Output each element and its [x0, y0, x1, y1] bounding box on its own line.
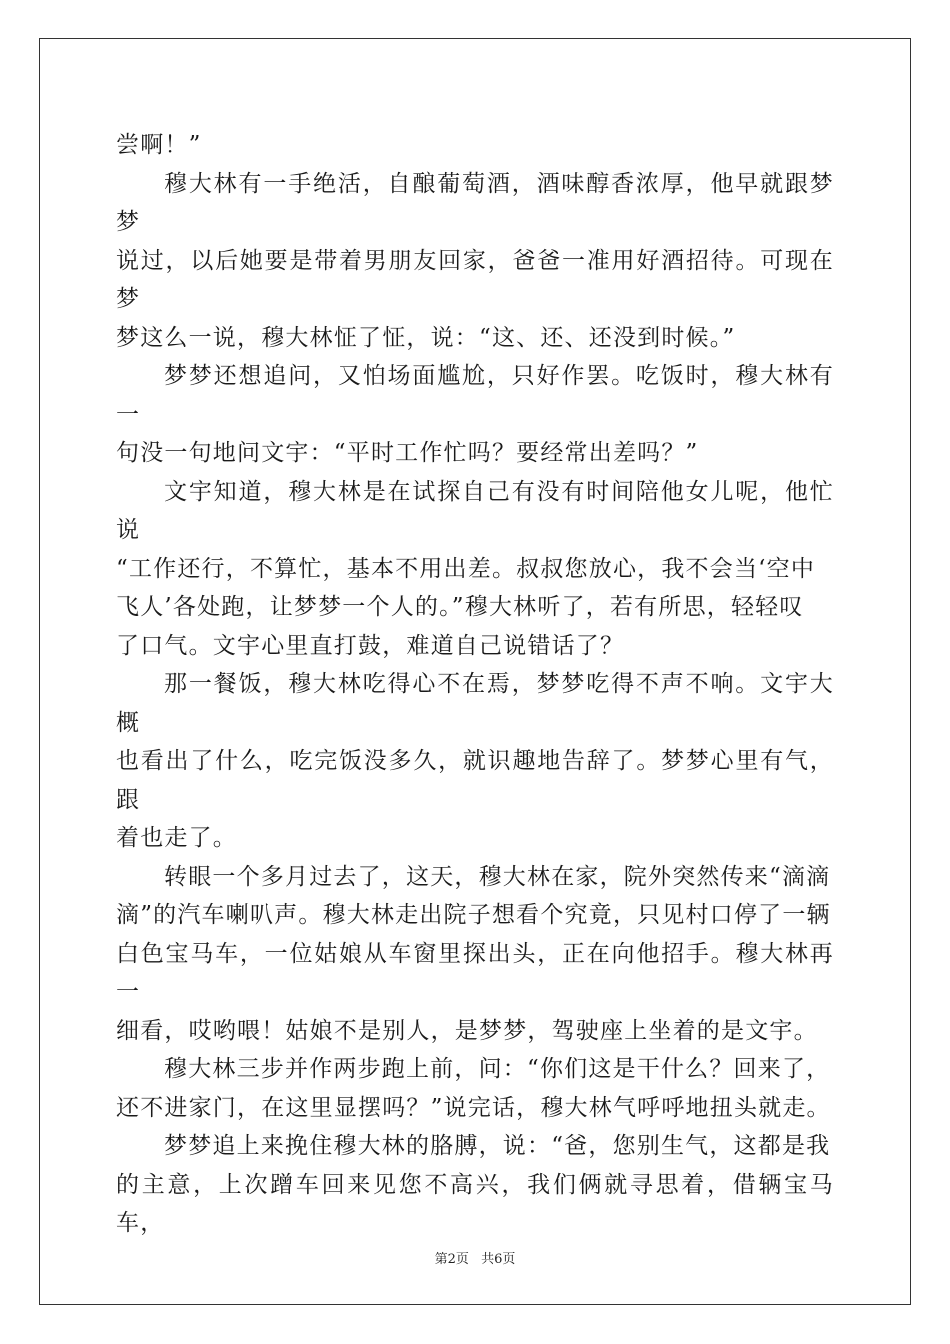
- text-line: 细看，哎哟喂！姑娘不是别人，是梦梦，驾驶座上坐着的是文宇。: [116, 1017, 818, 1044]
- text-line: 梦这么一说，穆大林怔了怔，说：“这、还、还没到时候。”: [116, 324, 736, 351]
- text-line: 文宇知道，穆大林是在试探自己有没有时间陪他女儿呢，他忙说: [116, 478, 834, 543]
- page-total: 共6页: [481, 1252, 516, 1267]
- text-line: 那一餐饭，穆大林吃得心不在焉，梦梦吃得不声不响。文宇大概: [116, 671, 834, 736]
- text-line: 转眼一个多月过去了，这天，穆大林在家，院外突然传来“滴滴: [164, 863, 831, 890]
- text-line: 穆大林三步并作两步跑上前，问：“你们这是干什么？回来了，: [164, 1056, 831, 1082]
- text-line: 尝啊！”: [116, 132, 202, 158]
- text-line: 的主意，上次蹭车回来见您不高兴，我们俩就寻思着，借辆宝马车，: [116, 1171, 834, 1236]
- text-line: 梦梦还想追问，又怕场面尴尬，只好作罢。吃饭时，穆大林有一: [116, 363, 834, 428]
- page-number: 第2页: [434, 1252, 469, 1267]
- text-line: 也看出了什么，吃完饭没多久，就识趣地告辞了。梦梦心里有气，跟: [116, 748, 834, 813]
- text-line: 飞人’各处跑，让梦梦一个人的。”穆大林听了，若有所思，轻轻叹: [116, 594, 804, 620]
- text-line: “工作还行，不算忙，基本不用出差。叔叔您放心，我不会当‘空中: [116, 555, 816, 582]
- text-line: 穆大林有一手绝活，自酿葡萄酒，酒味醇香浓厚，他早就跟梦梦: [116, 170, 834, 235]
- document-body: [116, 126, 834, 1243]
- text-line: 说过，以后她要是带着男朋友回家，爸爸一准用好酒招待。可现在梦: [116, 247, 834, 312]
- text-line: 着也走了。: [116, 825, 237, 851]
- text-line: 滴”的汽车喇叭声。穆大林走出院子想看个究竟，只见村口停了一辆: [116, 902, 831, 928]
- text-line: 还不进家门，在这里显摆吗？”说完话，穆大林气呼呼地扭头就走。: [116, 1094, 831, 1121]
- text-line: 句没一句地问文宇：“平时工作忙吗？要经常出差吗？”: [116, 440, 699, 466]
- text-line: 白色宝马车，一位姑娘从车窗里探出头，正在向他招手。穆大林再一: [116, 940, 834, 1005]
- page-footer: [0, 1248, 950, 1267]
- text-line: 了口气。文宇心里直打鼓，难道自己说错话了？: [116, 632, 625, 659]
- text-line: 梦梦追上来挽住穆大林的胳膊，说：“爸，您别生气，这都是我: [164, 1133, 831, 1159]
